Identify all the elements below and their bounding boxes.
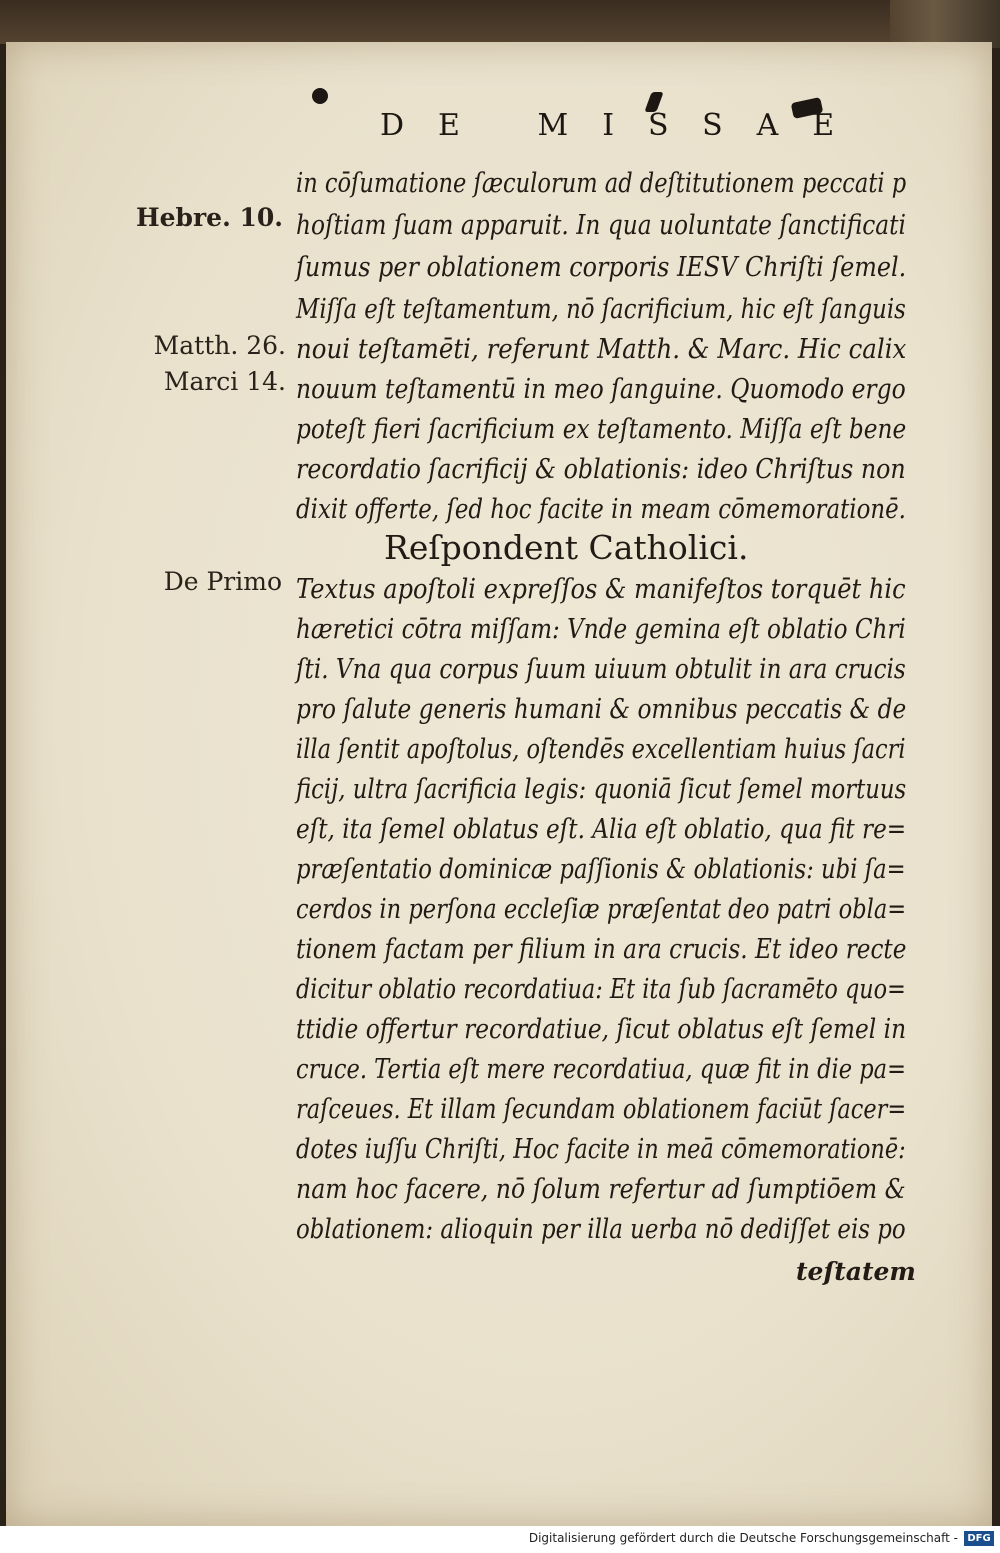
text-line: hoſtiam ſuam apparuit. In qua uoluntate ſanctificati	[296, 210, 906, 241]
text-line: poteſt fieri ſacrificium ex teſtamento. Miſſa eſt bene	[296, 414, 907, 445]
text-line: noui teſtamēti, referunt Matth. & Marc. Hic calix	[296, 334, 907, 365]
book-edge	[0, 0, 1000, 44]
margin-note-marci: Marci 14.	[163, 367, 286, 396]
text-line: nam hoc facere, nō ſolum refertur ad ſumptiōem &	[296, 1174, 906, 1205]
running-head: DE MISSAE	[380, 108, 869, 143]
dfg-logo: DFG	[964, 1531, 994, 1546]
footer-bar	[0, 1526, 1000, 1553]
text-line: hæretici cōtra miſſam: Vnde gemina eſt oblatio Chri	[296, 614, 906, 645]
section-heading: Reſpondent Catholici.	[384, 528, 749, 567]
text-line: raſceues. Et illam ſecundam oblationem faciūt ſacer=	[296, 1094, 907, 1125]
text-line: nouum teſtamentū in meo ſanguine. Quomodo ergo	[296, 374, 906, 405]
margin-note-de-primo: De Primo	[163, 567, 282, 596]
margin-note-matth: Matth. 26.	[153, 331, 286, 360]
text-line: illa ſentit apoſtolus, oſtendēs excellentiam huius ſacri	[296, 734, 906, 765]
text-line: cruce. Tertia eſt mere recordatiua, quæ fit in die pa=	[296, 1054, 906, 1085]
footer-credit: Digitalisierung gefördert durch die Deutsche Forschungsgemeinschaft -	[528, 1531, 958, 1545]
ink-dot	[312, 88, 328, 104]
text-line: dixit offerte, ſed hoc facite in meam cōmemorationē.	[296, 494, 906, 525]
text-line: dotes iuſſu Chriſti, Hoc facite in meā cōmemorationē:	[296, 1134, 906, 1165]
text-line: Textus apoſtoli expreſſos & manifeſtos torquēt hic	[296, 574, 906, 605]
text-line: ttidie offertur recordatiue, ſicut oblatus eſt ſemel in	[296, 1014, 907, 1045]
text-line: recordatio ſacrificij & oblationis: ideo Chriſtus non	[296, 454, 906, 485]
text-line: dicitur oblatio recordatiua: Et ita ſub ſacramēto quo=	[296, 974, 906, 1005]
text-line: ſti. Vna qua corpus ſuum uiuum obtulit in ara crucis	[296, 654, 906, 685]
text-line: ficij, ultra ſacrificia legis: quoniā ſicut ſemel mortuus	[296, 774, 907, 805]
text-line: pro ſalute generis humani & omnibus peccatis & de	[296, 694, 907, 725]
text-line: oblationem: alioquin per illa uerba nō dediſſet eis po	[296, 1214, 906, 1245]
text-line: ſumus per oblationem corporis IESV Chriſti ſemel.	[296, 252, 907, 283]
catchword: teſtatem	[796, 1257, 916, 1286]
text-line: Miſſa eſt teſtamentum, nō ſacrificium, hic eſt ſanguis	[296, 294, 906, 325]
text-line: tionem factam per filium in ara crucis. Et ideo recte	[296, 934, 907, 965]
book-corner	[890, 0, 1000, 48]
text-line: eſt, ita ſemel oblatus eſt. Alia eſt oblatio, qua fit re=	[296, 814, 907, 845]
margin-note-hebre: Hebre. 10.	[136, 203, 283, 232]
text-line: in cōſumatione ſæculorum ad deſtitutionem peccati p	[296, 168, 907, 199]
text-line: præſentatio dominicæ paſſionis & oblationis: ubi ſa=	[296, 854, 906, 885]
text-line: cerdos in perſona eccleſiæ præſentat deo patri obla=	[296, 894, 907, 925]
